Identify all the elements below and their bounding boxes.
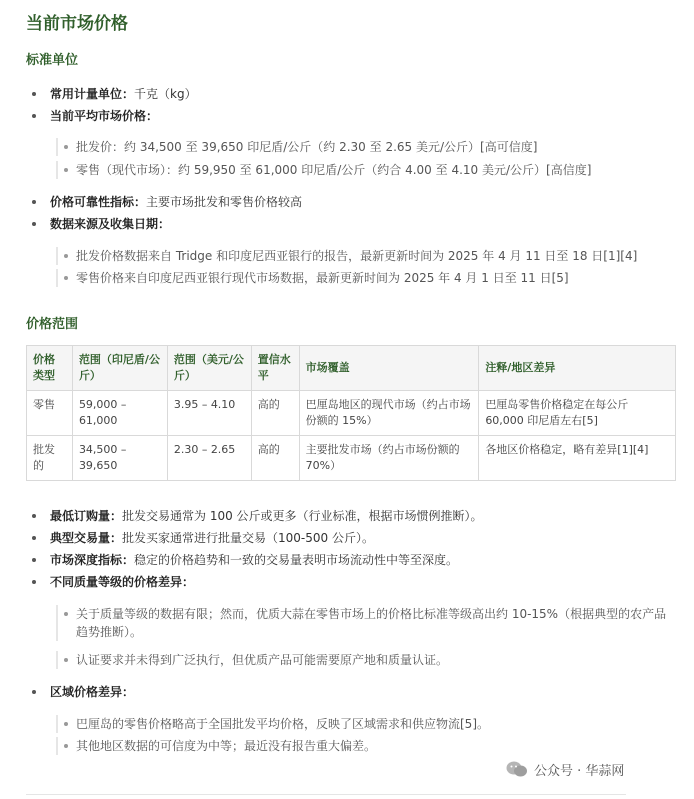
sub-item-bali-retail: 巴厘岛的零售价格略高于全国批发平均价格，反映了区域需求和供应物流[5]。 [56, 715, 489, 733]
bullet-average-price [32, 107, 158, 125]
wechat-icon [506, 760, 528, 778]
reliability-label: 价格可靠性指标： [50, 195, 147, 209]
table-header-cell: 市场覆盖 [299, 346, 479, 391]
moq-label: 最低订购量： [50, 509, 123, 523]
table-cell: 巴厘岛零售价格稳定在每公斤 60,000 印尼盾左右[5] [479, 391, 676, 436]
sub-item-source-retail: 零售价格来自印度尼西亚银行现代市场数据，最新更新时间为 2025 年 4 月 1 日至 11 日[5] [56, 269, 569, 287]
table-cell: 批发的 [27, 436, 73, 481]
table-cell: 主要批发市场（约占市场份额的 70%） [299, 436, 479, 481]
sub-item-quality-data: 关于质量等级的数据有限；然而，优质大蒜在零售市场上的价格比标准等级高出约 10-15%（根据典型的农产品趋势推断）。 [56, 605, 676, 641]
sub-item-certification: 认证要求并未得到广泛执行，但优质产品可能需要原产地和质量认证。 [56, 651, 448, 669]
bullet-unit [32, 85, 197, 103]
table-cell: 59,000 – 61,000 [72, 391, 167, 436]
table-row [27, 436, 676, 481]
table-header-cell: 置信水平 [251, 346, 299, 391]
table-cell: 2.30 – 2.65 [167, 436, 251, 481]
table-cell: 巴厘岛地区的现代市场（约占市场份额的 15%） [299, 391, 479, 436]
table-header-cell: 注释/地区差异 [479, 346, 676, 391]
sub-item-retail: 零售（现代市场）：约 59,950 至 61,000 印尼盾/公斤（约合 4.00 至 4.10 美元/公斤）[高信度] [56, 161, 591, 179]
bullet-moq [32, 507, 483, 525]
divider [26, 794, 626, 795]
table-header-row [27, 346, 676, 391]
bullet-regional-difference [32, 683, 134, 701]
table-header-cell: 范围（美元/公斤） [167, 346, 251, 391]
watermark-text: 公众号 · 华蒜网 [534, 764, 625, 779]
market-depth-value: 稳定的价格趋势和一致的交易量表明市场流动性中等至深度。 [134, 553, 459, 567]
bullet-market-depth [32, 551, 458, 569]
table-cell: 高的 [251, 436, 299, 481]
typical-volume-label: 典型交易量： [50, 531, 123, 545]
bullet-data-source [32, 215, 170, 233]
data-source-label: 数据来源及收集日期： [50, 217, 171, 231]
moq-value: 批发交易通常为 100 公斤或更多（行业标准，根据市场惯例推断）。 [122, 509, 483, 523]
page-title: 当前市场价格 [26, 14, 128, 34]
section-heading-price-range: 价格范围 [26, 317, 79, 332]
table-row [27, 391, 676, 436]
bullet-typical-volume [32, 529, 374, 547]
table-cell: 34,500 – 39,650 [72, 436, 167, 481]
table-cell: 零售 [27, 391, 73, 436]
table-cell: 各地区价格稳定，略有差异[1][4] [479, 436, 676, 481]
table-header-cell: 范围（印尼盾/公斤） [72, 346, 167, 391]
market-depth-label: 市场深度指标： [50, 553, 135, 567]
table-cell: 3.95 – 4.10 [167, 391, 251, 436]
table-header-cell: 价格类型 [27, 346, 73, 391]
bullet-reliability [32, 193, 302, 211]
typical-volume-value: 批发买家通常进行批量交易（100-500 公斤）。 [122, 531, 374, 545]
regional-difference-label: 区域价格差异： [50, 685, 135, 699]
unit-value: 千克（kg） [134, 87, 197, 101]
sub-item-source-wholesale: 批发价格数据来自 Tridge 和印度尼西亚银行的报告，最新更新时间为 2025 年 4 月 11 日至 18 日[1][4] [56, 247, 637, 265]
unit-label: 常用计量单位： [50, 87, 135, 101]
reliability-value: 主要市场批发和零售价格较高 [146, 195, 303, 209]
section-heading-standard-unit: 标准单位 [26, 53, 79, 68]
bullet-quality-difference [32, 573, 194, 591]
sub-item-other-regions: 其他地区数据的可信度为中等；最近没有报告重大偏差。 [56, 737, 376, 755]
quality-difference-label: 不同质量等级的价格差异： [50, 575, 195, 589]
sub-item-wholesale: 批发价：约 34,500 至 39,650 印尼盾/公斤（约 2.30 至 2.65 美元/公斤）[高可信度] [56, 138, 537, 156]
table-cell: 高的 [251, 391, 299, 436]
price-range-table [26, 345, 676, 481]
average-price-label: 当前平均市场价格： [50, 109, 159, 123]
